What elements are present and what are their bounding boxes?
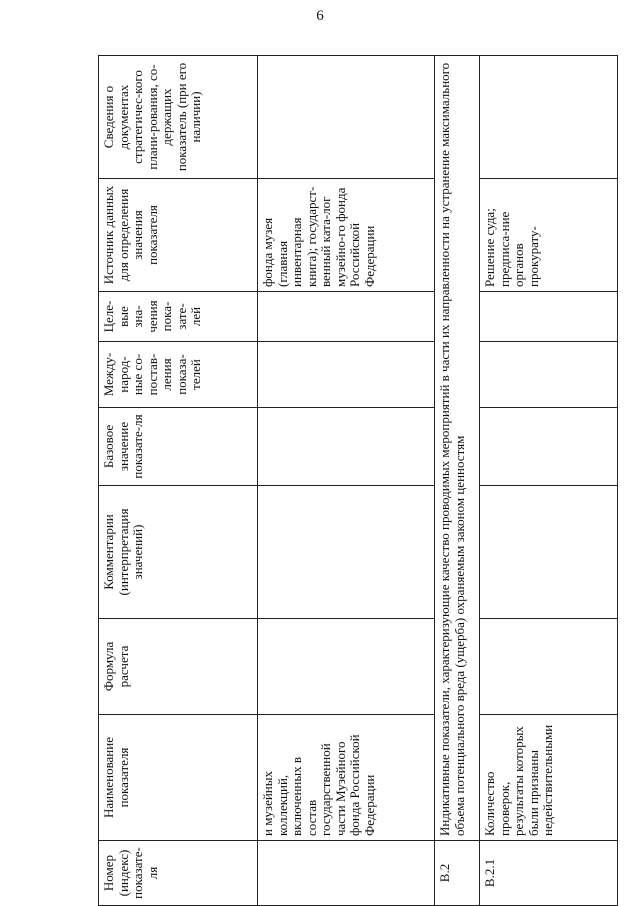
cell-number: B.2.1 [480,841,618,906]
cell-comments [480,486,618,619]
cell-base-value [258,408,435,486]
section-number: B.2 [435,841,480,906]
indicators-table [98,55,618,906]
header-formula: Формула расчета [99,619,258,715]
cell-international [258,342,435,408]
table-row-continuation [258,56,435,906]
table-frame [98,56,612,906]
header-comments: Комментарии (интерпретация значений) [99,486,258,619]
section-title: Индикативные показатели, характеризующие качество проводимых мероприятий в части их направленности на устранение максимального объема потенциального вреда (ущерба) охраняемым законом ценностям [435,56,480,841]
header-target-values: Целе-вые зна-чения пока-зате-лей [99,292,258,342]
cell-formula [258,619,435,715]
cell-formula [480,619,618,715]
cell-name: Количество проверок, результаты которых были признаны недействительными [480,715,618,841]
header-strategic-docs: Сведения о документах стратегичес-кого плани-рования, со-держащих показатель (при его наличии) [99,56,258,179]
cell-target [480,292,618,342]
header-base-value: Базовое значение показате-ля [99,408,258,486]
cell-number [258,841,435,906]
cell-target [258,292,435,342]
cell-name: и музейных коллекций, включенных в состав государственной части Музейного фонда Российской Федерации [258,715,435,841]
cell-source: Решение суда; предписа-ние органов прокурату- [480,179,618,292]
table-row-b21 [480,56,618,906]
page-number: 6 [316,8,324,24]
cell-strategic [258,56,435,179]
cell-strategic [480,56,618,179]
cell-base-value [480,408,618,486]
cell-international [480,342,618,408]
header-data-source: Источник данных для определения значения показателя [99,179,258,292]
header-international: Между-народ-ные со-постав-ления показа-телей [99,342,258,408]
header-name: Наименование показателя [99,715,258,841]
header-number: Номер (индекс) показате-ля [99,841,258,906]
rotated-table-area [98,56,612,906]
cell-comments [258,486,435,619]
header-row [99,56,258,906]
table-row-section [435,56,480,906]
cell-source: фонда музея (главная инвентарная книга); государст-венный ката-лог музейно-го фонда Российской Федерации [258,179,435,292]
